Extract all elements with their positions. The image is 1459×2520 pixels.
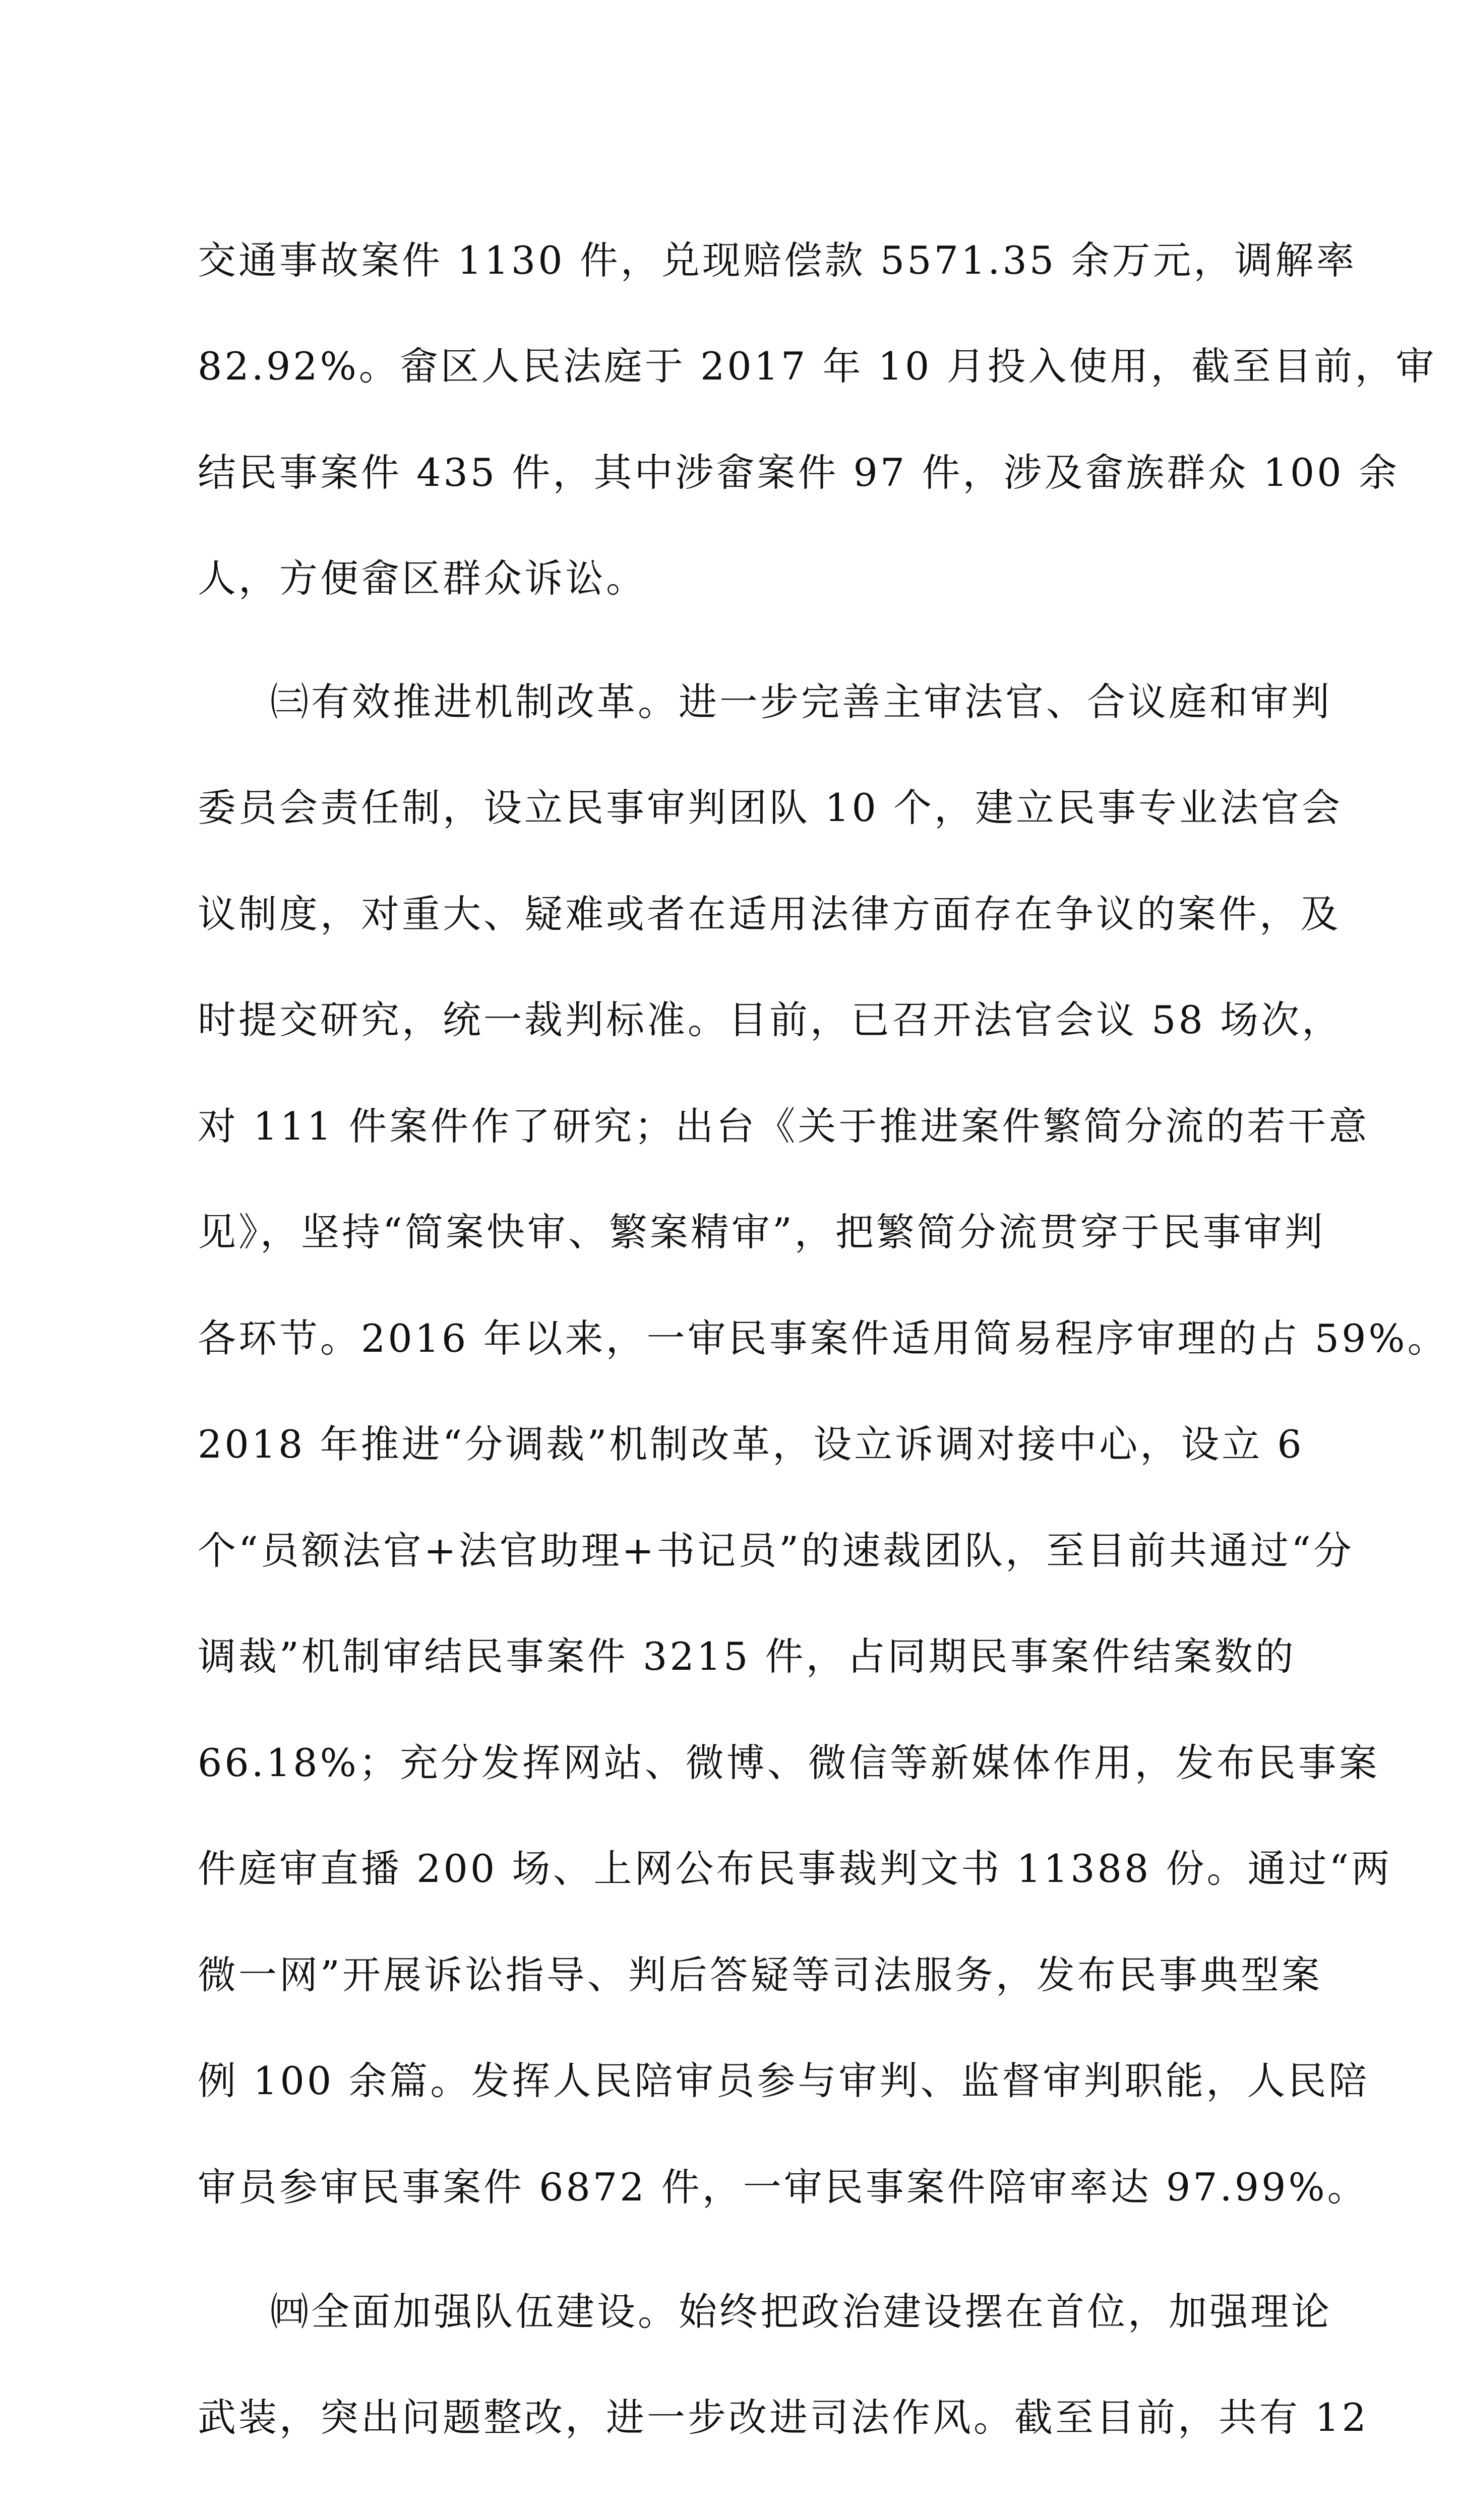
text-line-18: 例 100 余篇。发挥人民陪审员参与审判、监督审判职能，人民陪 — [198, 2058, 1370, 2103]
text-line-3: 结民事案件 435 件，其中涉畲案件 97 件，涉及畲族群众 100 余 — [198, 450, 1400, 495]
text-line-16: 件庭审直播 200 场、上网公布民事裁判文书 11388 份。通过“两 — [198, 1846, 1392, 1891]
text-line-12: 2018 年推进“分调裁”机制改革，设立诉调对接中心，设立 6 — [198, 1422, 1304, 1467]
text-line-8: 时提交研究，统一裁判标准。目前，已召开法官会议 58 场次， — [198, 997, 1343, 1042]
text-line-19: 审员参审民事案件 6872 件，一审民事案件陪审率达 97.99%。 — [198, 2165, 1368, 2210]
text-line-4: 人，方便畲区群众诉讼。 — [198, 556, 647, 601]
text-line-2: 82.92%。畲区人民法庭于 2017 年 10 月投入使用，截至目前，审 — [198, 344, 1437, 389]
text-line-15: 66.18%；充分发挥网站、微博、微信等新媒体作用，发布民事案 — [198, 1740, 1380, 1785]
text-line-13: 个“员额法官+法官助理+书记员”的速裁团队，至目前共通过“分 — [198, 1528, 1354, 1573]
text-line-7: 议制度，对重大、疑难或者在适用法律方面存在争议的案件，及 — [198, 892, 1341, 936]
text-line-6: 委员会责任制，设立民事审判团队 10 个，建立民事专业法官会 — [198, 785, 1343, 830]
text-line-21: 武装，突出问题整改，进一步改进司法作风。截至目前，共有 12 — [198, 2395, 1369, 2440]
text-line-5: ㈢有效推进机制改革。进一步完善主审法官、合议庭和审判 — [270, 679, 1332, 724]
text-line-10: 见》，坚持“简案快审、繁案精审”，把繁简分流贯穿于民事审判 — [198, 1210, 1325, 1254]
text-line-11: 各环节。2016 年以来，一审民事案件适用简易程序审理的占 59%。 — [198, 1316, 1448, 1361]
text-line-14: 调裁”机制审结民事案件 3215 件，占同期民事案件结案数的 — [198, 1634, 1296, 1679]
text-line-1: 交通事故案件 1130 件，兑现赔偿款 5571.35 余万元，调解率 — [198, 238, 1357, 283]
text-line-20: ㈣全面加强队伍建设。始终把政治建设摆在首位，加强理论 — [270, 2289, 1332, 2334]
text-line-9: 对 111 件案件作了研究；出台《关于推进案件繁简分流的若干意 — [198, 1104, 1370, 1149]
text-line-17: 微一网”开展诉讼指导、判后答疑等司法服务，发布民事典型案 — [198, 1952, 1322, 1997]
